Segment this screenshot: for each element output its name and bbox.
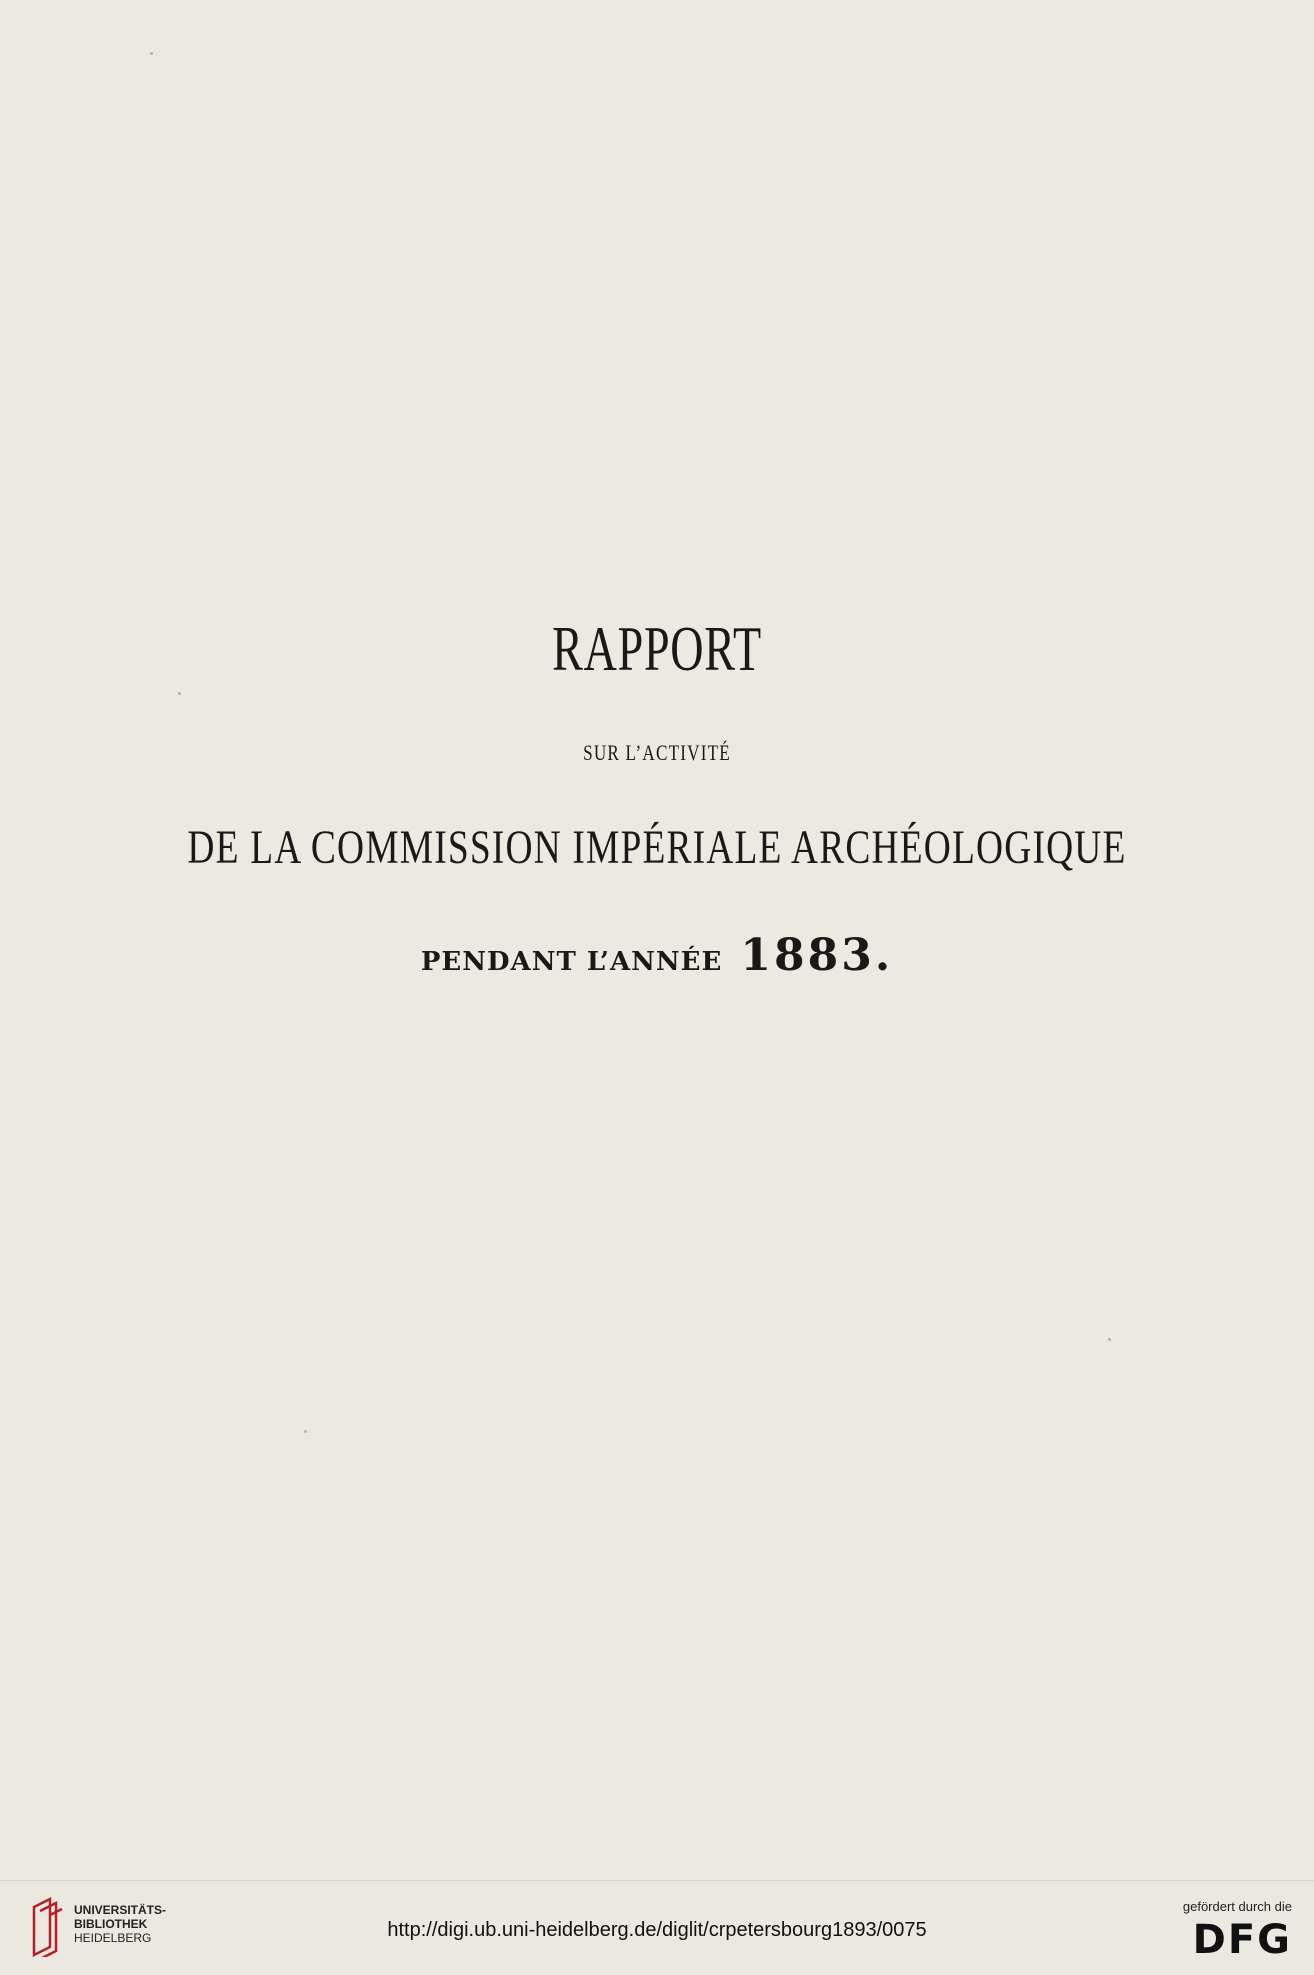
paper-speck: [1108, 1338, 1111, 1341]
period-line: [0, 930, 1314, 981]
commission-heading: DE LA COMMISSION IMPÉRIALE ARCHÉOLOGIQUE: [187, 821, 1127, 874]
library-name-line2: BIBLIOTHEK: [74, 1917, 148, 1931]
period-label: PENDANT L’ANNÉE: [420, 947, 723, 977]
document-title: RAPPORT: [552, 613, 762, 684]
library-name-line1: UNIVERSITÄTS-: [74, 1903, 167, 1917]
dfg-logo-icon: DFG: [1192, 1917, 1292, 1963]
paper-speck: [304, 1430, 307, 1433]
paper-speck: [150, 52, 153, 55]
funding-notice[interactable]: [1142, 1899, 1292, 1963]
library-name-line3: HEIDELBERG: [74, 1931, 152, 1945]
period-year: 1883.: [740, 930, 894, 981]
funding-caption: gefördert durch die: [1182, 1899, 1292, 1914]
paper-speck: [178, 692, 181, 695]
document-subtitle: SUR L’ACTIVITÉ: [583, 740, 731, 765]
digitization-footer: [0, 1880, 1314, 1975]
source-url-link[interactable]: http://digi.ub.uni-heidelberg.de/diglit/crpetersbourg1893/0075: [387, 1919, 927, 1941]
